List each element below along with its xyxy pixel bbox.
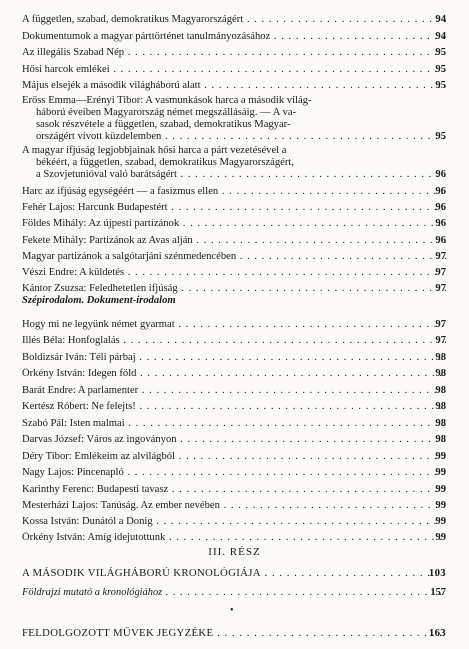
toc-entry-major: [22, 627, 446, 639]
toc-entry: [22, 80, 446, 92]
entry-line: a Szovjetunióval való barátságért . . .: [22, 169, 446, 181]
toc-entry: [22, 467, 446, 479]
toc-entry: [22, 283, 446, 295]
entry-title: Mesterházi Lajos: Tanúság. Az ember nevében . . .: [22, 500, 446, 512]
toc-entry-major: [22, 567, 446, 579]
entry-page: 95: [435, 80, 446, 91]
toc-entry: [22, 368, 446, 380]
entry-title: Illés Béla: Honfoglalás . . .: [22, 335, 446, 347]
separator-bullet: •: [230, 605, 234, 616]
entry-title: Hősi harcok emlékei . . .: [22, 64, 446, 76]
entry-title: Kossa István: Dunától a Donig . . .: [22, 516, 446, 528]
entry-title: Kertész Róbert: Ne felejts! . . .: [22, 401, 446, 413]
entry-title: Dokumentumok a magyar párttörténet tanulmányozásához . . .: [22, 31, 446, 43]
toc-entry: [22, 532, 446, 544]
toc-entry: [22, 451, 446, 463]
toc-entry: [22, 186, 446, 198]
entry-title: Örkény István: Amíg idejutottunk . . .: [22, 532, 446, 544]
toc-entry: [22, 335, 446, 347]
toc-entry: [22, 218, 446, 230]
entry-page: 95: [435, 64, 446, 75]
entry-line: Erőss Emma—Erényi Tibor: A vasmunkások harca a második világ-: [22, 95, 312, 106]
entry-page: 94: [435, 14, 446, 25]
toc-entry: [22, 352, 446, 364]
entry-title: Nagy Lajos: Pincenapló . . .: [22, 467, 446, 479]
entry-title: Az illegális Szabad Nép . . .: [22, 47, 446, 59]
entry-page: 99: [435, 467, 446, 478]
entry-page: 95: [435, 131, 446, 142]
entry-page: 95: [435, 47, 446, 58]
entry-page: 96: [435, 218, 446, 229]
toc-entry: [22, 500, 446, 512]
toc-entry: [22, 401, 446, 413]
entry-page: 97: [435, 335, 446, 346]
toc-entry: [22, 516, 446, 528]
entry-line: háború éveiben Magyarország német megszállásáig. — A va-: [36, 107, 297, 118]
entry-page: 96: [435, 202, 446, 213]
entry-page: 163: [428, 627, 446, 639]
toc-entry: [22, 31, 446, 43]
entry-page: 97: [435, 251, 446, 262]
entry-title: Darvas József: Város az ingoványon . . .: [22, 434, 446, 446]
entry-page: 99: [435, 451, 446, 462]
entry-title: Május elsejék a második világháború alatt . . .: [22, 80, 446, 92]
toc-entry: [22, 484, 446, 496]
entry-page: 96: [435, 169, 446, 180]
entry-title: Harc az ifjúság egységéért — a fasizmus ellen . . .: [22, 186, 446, 198]
entry-page: 97: [435, 267, 446, 278]
part-heading: III. RÉSZ: [208, 546, 261, 558]
entry-title: Örkény István: Idegen föld . . .: [22, 368, 446, 380]
entry-page: 99: [435, 484, 446, 495]
entry-title: Fehér Lajos: Harcunk Budapestért . . .: [22, 202, 446, 214]
entry-page: 97: [435, 283, 446, 294]
toc-entry: [22, 418, 446, 430]
entry-title: Szabó Pál: Isten malmai . . .: [22, 418, 446, 430]
entry-page: 99: [435, 532, 446, 543]
entry-page: 98: [435, 434, 446, 445]
entry-line: sasok részvétele a független, szabad, demokratikus Magyar-: [36, 119, 291, 130]
entry-title: A független, szabad, demokratikus Magyarországért . . .: [22, 14, 446, 26]
toc-entry-multiline: [22, 95, 446, 143]
toc-entry-multiline: [22, 145, 446, 181]
entry-page: 157: [430, 587, 446, 598]
entry-page: 99: [435, 500, 446, 511]
entry-page: 103: [428, 567, 446, 579]
toc-entry: [22, 64, 446, 76]
toc-entry: [22, 385, 446, 397]
entry-title: Vészi Endre: A küldetés . . .: [22, 267, 446, 279]
entry-title: Boldizsár Iván: Téli párbaj . . .: [22, 352, 446, 364]
toc-entry: [22, 587, 446, 598]
entry-title: FELDOLGOZOTT MŰVEK JEGYZÉKE . . .: [22, 627, 446, 639]
entry-page: 98: [435, 401, 446, 412]
toc-entry: [22, 14, 446, 26]
entry-line: országért vívott küzdelemben . . .: [22, 131, 446, 143]
entry-title: Földes Mihály: Az újpesti partizánok . . .: [22, 218, 446, 230]
entry-page: 97: [435, 319, 446, 330]
entry-page: 98: [435, 352, 446, 363]
entry-title: Kántor Zsuzsa: Feledhetetlen ifjúság . . .: [22, 283, 446, 295]
entry-page: 98: [435, 418, 446, 429]
entry-title: Hogy mi ne legyünk német gyarmat . . .: [22, 319, 446, 331]
section-heading: Szépirodalom. Dokument-irodalom: [22, 295, 176, 306]
entry-line: A magyar ifjúság legjobbjainak hősi harca a párt vezetésével a: [22, 145, 287, 156]
entry-title: Barát Endre: A parlamenter . . .: [22, 385, 446, 397]
toc-entry: [22, 434, 446, 446]
entry-title: Déry Tibor: Emlékeim az alvilágból . . .: [22, 451, 446, 463]
entry-page: 96: [435, 186, 446, 197]
toc-entry: [22, 47, 446, 59]
toc-entry: [22, 267, 446, 279]
entry-page: 96: [435, 235, 446, 246]
toc-entry: [22, 235, 446, 247]
entry-title: Földrajzi mutató a kronológiához . . .: [22, 587, 446, 598]
entry-title: A MÁSODIK VILÁGHÁBORÚ KRONOLÓGIÁJA . . .: [22, 567, 446, 579]
entry-page: 98: [435, 368, 446, 379]
entry-title: Karinthy Ferenc: Budapesti tavasz . . .: [22, 484, 446, 496]
entry-title: Magyar partizánok a salgótarjáni szénmedencében . . .: [22, 251, 446, 263]
entry-line: békéért, a független, szabad, demokratikus Magyarországért,: [36, 157, 294, 168]
toc-entry: [22, 251, 446, 263]
entry-page: 99: [435, 516, 446, 527]
entry-title: Fekete Mihály: Partizánok az Avas alján . . .: [22, 235, 446, 247]
entry-page: 98: [435, 385, 446, 396]
toc-entry: [22, 202, 446, 214]
toc-entry: [22, 319, 446, 331]
entry-page: 94: [435, 31, 446, 42]
